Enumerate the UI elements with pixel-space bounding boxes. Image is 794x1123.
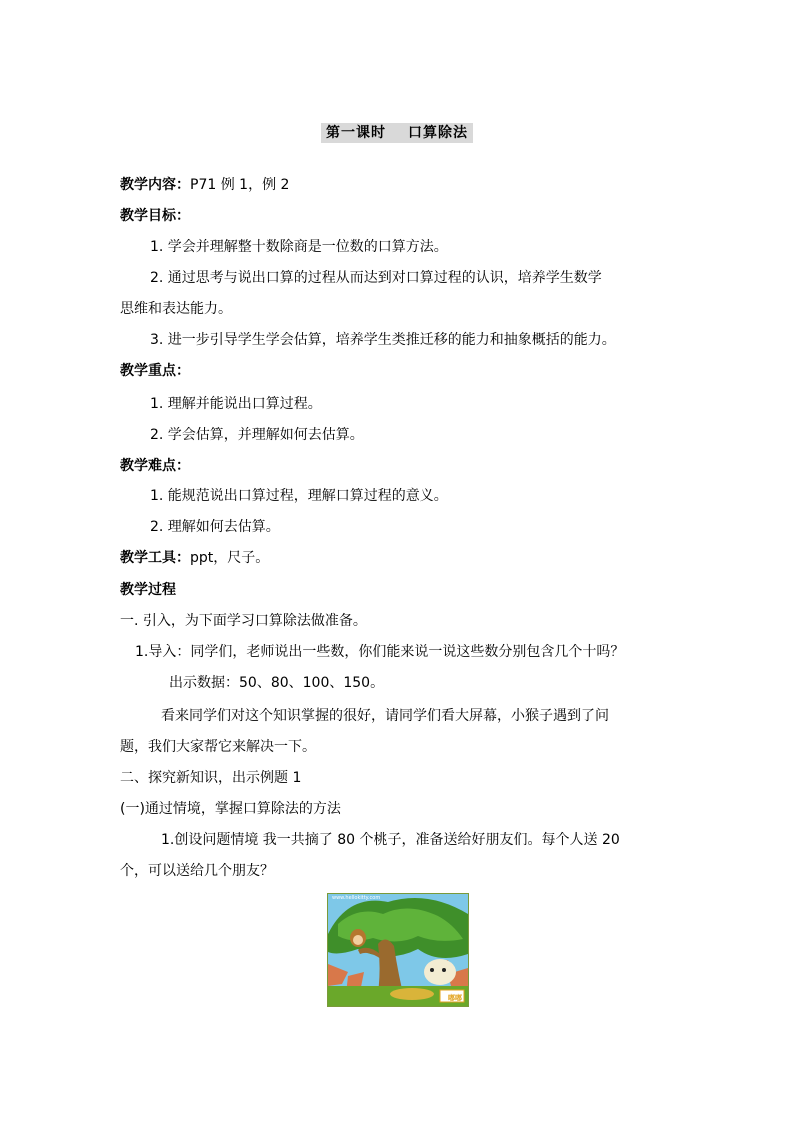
process-line: (一)通过情境，掌握口算除法的方法 [120,801,341,817]
difficulty-item: 2. 理解如何去估算。 [150,519,280,535]
content-value: P71 例 1，例 2 [190,177,290,193]
goal-item: 思维和表达能力。 [120,301,232,317]
process-line: 题，我们大家帮它来解决一下。 [120,739,316,755]
goal-item: 3. 进一步引导学生学会估算，培养学生类推迁移的能力和抽象概括的能力。 [150,332,616,348]
process-line: 1.创设问题情境 我一共摘了 80 个桃子，准备送给好朋友们。每个人送 20 [161,832,620,848]
tools-label: 教学工具： [120,550,190,566]
content-line [120,175,289,195]
difficulties-label: 教学难点： [120,458,190,474]
process-line: 看来同学们对这个知识掌握的很好，请同学们看大屏幕，小猴子遇到了问 [161,708,609,724]
title-part1: 第一课时 [326,125,386,141]
goal-item: 1. 学会并理解整十数除商是一位数的口算方法。 [150,239,448,255]
tools-value: ppt，尺子。 [190,550,270,566]
content-label: 教学内容： [120,177,190,193]
process-label: 教学过程 [120,582,176,598]
process-line: 出示数据：50、80、100、150。 [169,675,385,691]
watermark-text: www.hellokitty.com [332,895,381,901]
key-point-item: 2. 学会估算，并理解如何去估算。 [150,427,364,443]
page-title [321,123,473,143]
title-part2: 口算除法 [408,125,468,141]
illustration-svg [328,894,468,1006]
goal-item: 2. 通过思考与说出口算的过程从而达到对口算过程的认识，培养学生数学 [150,270,602,286]
monkey-tree-illustration [327,893,469,1007]
tools-line [120,548,269,568]
goals-label: 教学目标： [120,208,190,224]
process-line: 1.导入：同学们，老师说出一些数，你们能来说一说这些数分别包含几个十吗？ [135,644,625,660]
key-point-item: 1. 理解并能说出口算过程。 [150,396,322,412]
logo-text: 嘟嘟 [448,994,462,1002]
process-line: 个，可以送给几个朋友？ [120,863,274,879]
difficulty-item: 1. 能规范说出口算过程，理解口算过程的意义。 [150,488,448,504]
key-points-label: 教学重点： [120,363,190,379]
process-line: 一. 引入，为下面学习口算除法做准备。 [120,613,367,629]
process-line: 二、探究新知识，出示例题 1 [120,770,302,786]
